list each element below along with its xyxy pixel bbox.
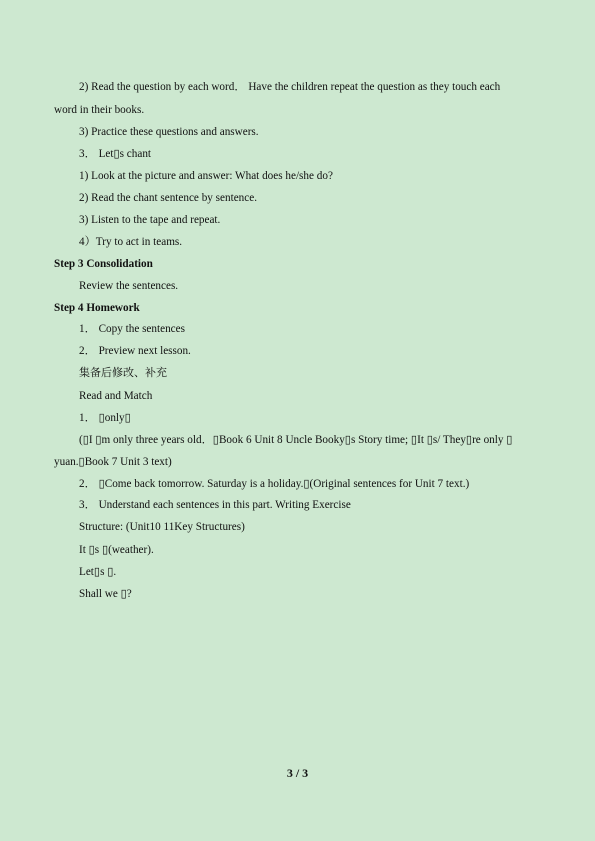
text-line: It ▯s ▯(weather). (79, 544, 154, 556)
text-line: 2) Read the question by each word． Have the children repeat the question as they touch each (79, 81, 501, 93)
text-line: Structure: (Unit10 11Key Structures) (79, 521, 245, 533)
text-line: 1． ▯only▯ (79, 412, 131, 424)
text-line: (▯I ▯m only three years old．▯Book 6 Unit 8 Uncle Booky▯s Story time; ▯It ▯s/ They▯re only ▯ (79, 434, 513, 446)
text-line: 3． Let▯s chant (79, 148, 152, 160)
text-line: 1． Copy the sentences (79, 323, 185, 335)
text-line: 4）Try to act in teams. (79, 236, 183, 248)
text-line: Shall we ▯? (79, 588, 132, 600)
page-number: 3 / 3 (286, 766, 309, 780)
text-line: word in their books. (54, 104, 145, 116)
section-heading: Step 3 Consolidation (54, 258, 153, 270)
text-line: Let▯s ▯. (79, 566, 117, 578)
text-line: 1) Look at the picture and answer: What does he/she do? (79, 170, 333, 182)
section-heading: Step 4 Homework (54, 302, 140, 314)
text-line: Review the sentences. (79, 280, 179, 292)
text-line: 2． ▯Come back tomorrow. Saturday is a holiday.▯(Original sentences for Unit 7 text.) (79, 478, 470, 490)
text-line: 2) Read the chant sentence by sentence. (79, 192, 257, 204)
text-line: 3． Understand each sentences in this part. Writing Exercise (79, 499, 351, 511)
text-line: 3) Practice these questions and answers. (79, 126, 259, 138)
text-line: yuan.▯Book 7 Unit 3 text) (54, 456, 172, 468)
text-line: Read and Match (79, 390, 153, 402)
text-line: 集备后修改、补充 (79, 366, 167, 379)
text-line: 2． Preview next lesson. (79, 345, 191, 357)
text-line: 3) Listen to the tape and repeat. (79, 214, 221, 226)
